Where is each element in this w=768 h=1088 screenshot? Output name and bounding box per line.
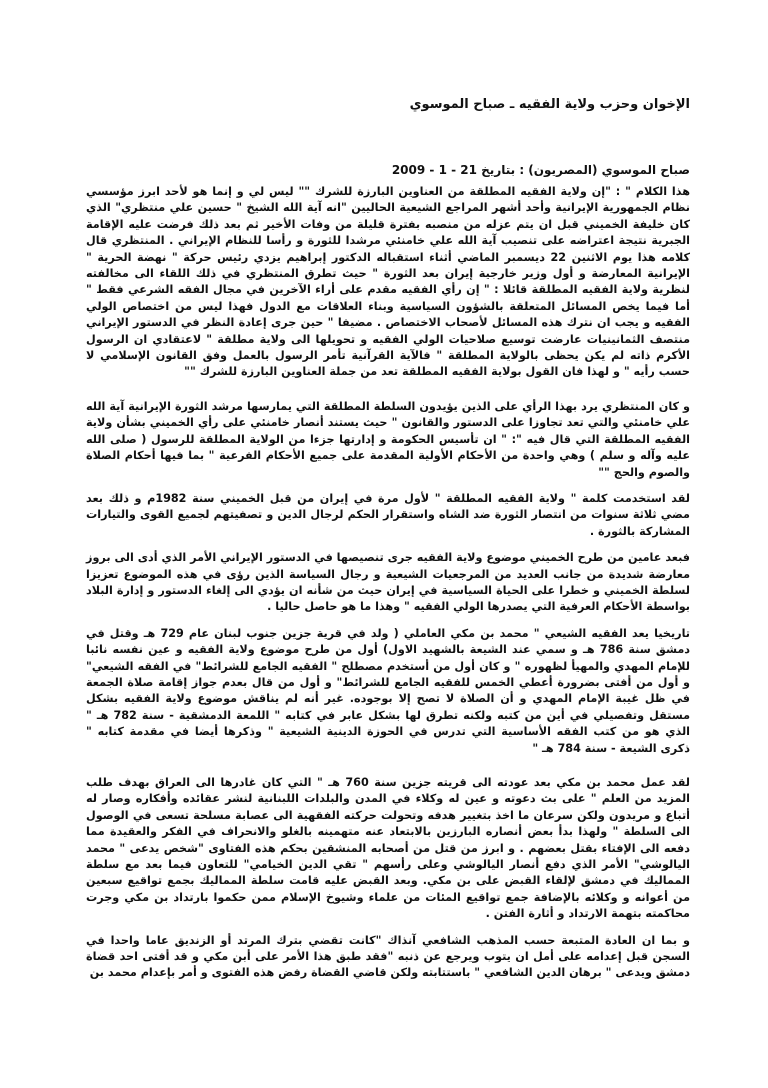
document-byline: صباح الموسوي (المصريون) : بتاريخ 21 - 1 - 2009 (391, 163, 690, 177)
paragraph: لقد استخدمت كلمة " ولاية الفقيه المطلقة " لأول مرة في إيران من قبل الخميني سنة 1982م و ذلك بعد مضي ثلاثة سنوات من انتصار الثورة ضد الشاه واستقرار الحكم لرجال الدين و تصفيتهم لجميع القوى والتيارات المشاركة بالثورة . (86, 491, 691, 538)
paragraph: هذا الكلام " : "إن ولاية الفقيه المطلقة من العناوين البارزة للشرك "" ليس لي و إنما هو لأحد ابرز مؤسسي نظام الجمهورية الإيرانية وأحد أشهر المراجع الشيعية الحاليين "انه آية الله الشيخ " حسين علي منتظري" الذي كان خليفة الخميني قبل ان يتم عزله من منصبه بفترة قليلة من وفات الأخير ثم بعد ذلك فرضت عليه الإقامة الجبرية نتيجة اعتراضه على تنصيب آية الله علي خامنئي مرشدا للثورة و رأسا للنظام الإيراني . المنتظري قال كلامه هذا يوم الاثنين 22 ديسمبر الماضي أثناء استقباله الدكتور إبراهيم يزدي رئيس حركة " نهضة الحرية " الإيرانية المعارضة و أول وزير خارجية إيران بعد الثورة " حيث تطرق المنتظري في ذلك اللقاء الى مخالفته لنظرية ولاية الفقيه المطلقة قائلا : " إن رأي الفقيه مقدم على أراء الآخرين في مجال الفقه الشرعي فقط " أما فيما يخص المسائل المتعلقة بالشؤون السياسية وبناء العلاقات مع الدول فهذا ليس من اختصاص الولي الفقيه و يجب ان نترك هذه المسائل لأصحاب الاختصاص . مضيفا " حين جرى إعادة النظر في الدستور الإيراني منتصف الثمانينيات عارضت توسيع صلاحيات الولي الفقيه و تحويلها الى ولاية مطلقة " لاعتقادي ان الرسول الأكرم ذاته لم يكن يحظى بالولاية المطلقة " فالآية القرآنية تأمر الرسول بالعمل وفق القانون الإسلامي لا حسب رأيه " و لهذا فان القول بولاية الفقيه المطلقة تعد من جملة العناوين البارزة للشرك "" (86, 185, 691, 379)
document-page (86, 96, 690, 992)
paragraph: لقد عمل محمد بن مكي بعد عودته الى قريته جزين سنة 760 هـ " التي كان غادرها الى العراق بهدف طلب المزيد من العلم " على بث دعوته و عين له وكلاء في المدن والبلدات اللبنانية لنشر عقائده وأفكاره وصار له أتباع و مريدون ولكن سرعان ما اخذ بتغيير هدفه وتحولت حركته الفقهية الى عصابة مسلحة تسعى في الوصول الى السلطة " ولهذا بدأ بعض أنصاره البارزين بالابتعاد عنه متهمينه بالغلو والانحراف في الفكر والعقيدة مما دفعه الى الإفتاء بقتل بعضهم . و ابرز من قتل من أصحابه المنشقين بحكم هذه الفتاوى "شخص يدعى " محمد اليالوشي" الأمر الذي دفع أنصار اليالوشي وعلى رأسهم " تقي الدين الخيامي" للتعاون فيما بعد مع سلطة المماليك في دمشق لإلقاء القبض على بن مكي. وبعد القبض عليه قامت سلطة المماليك بجمع تواقيع سبعين من أعوانه و وكلائه بالإضافة جمع تواقيع المئات من علماء وشيوخ الإسلام ممن حكموا بارتداد بن مكي وجرت محاكمته بتهمة الارتداد و أثارة الفتن . (86, 776, 690, 921)
paragraph: و كان المنتظري يرد بهذا الرأي على الذين يؤيدون السلطة المطلقة التي يمارسها مرشد الثورة الإيرانية آية الله علي خامنئي والتي تعد تجاوزا على الدستور والقانون " حيث يستند أنصار خامنئي على رأي الخميني بشأن ولاية الفقيه المطلقة التي قال فيه ": " ان تأسيس الحكومة و إدارتها جزءا من الولاية المطلقة للرسول ( صلى الله عليه وآله و سلم ) وهي واحدة من الأحكام الأولية المقدمة على جميع الأحكام الفرعية " بما فيها أحكام الصلاة والصوم والحج "" (86, 399, 690, 479)
paragraph: فبعد عامين من طرح الخميني موضوع ولاية الفقيه جرى تنصيصها في الدستور الإيراني الأمر الذي أدى الى بروز معارضة شديدة من جانب العديد من المرجعيات الشيعية و رجال السياسة الذين رؤى في هذه الموضوع تعزيزا لسلطة الخميني و خطرا على الحياة السياسية في إيران حيث من شأنه ان يؤدي الى إلغاء الدستور و إدارة البلاد بواسطة الأحكام العرفية التي يصدرها الولي الفقيه " وهذا ما هو حاصل حاليا . (86, 551, 690, 614)
document-title: الإخوان وحزب ولاية الفقيه ـ صباح الموسوي (409, 97, 690, 112)
paragraph: تاريخيا يعد الفقيه الشيعي " محمد بن مكي العاملي ( ولد في قرية جزين جنوب لبنان عام 729 هـ وقتل في دمشق سنة 786 هـ و سمي عند الشيعة بالشهيد الاول) أول من طرح موضوع ولاية الفقيه و عين نفسه نائبا للإمام المهدي والمهيأ لظهوره " و كان أول من أستخدم مصطلح " الفقيه الجامع للشرائط" في الفقه الشيعي" و أول من أفتى بضرورة أعطي الخمس للفقيه الجامع للشرائط" و أول من قال بعدم جواز إقامة صلاة الجمعة في ظل غيبة الإمام المهدي و أن الصلاة لا تصح إلا بوجوده. غير أنه لم يناقش موضوع ولاية الفقيه بشكل مستقل وتفصيلي في أين من كتبه ولكنه تطرق لها بشكل عابر في كتابه " اللمعة الدمشقية - سنة 782 هـ " الذي هو من كتب الفقه الأساسية التي تدرس في الحوزة الدينية الشيعية " وذكرها أيضا في مقدمة كتابه " ذكرى الشيعة - سنة 784 هـ " (86, 626, 691, 755)
paragraph: و بما ان العادة المتبعة حسب المذهب الشافعي آنذاك "كانت تقضي بترك المرتد أو الزنديق عاما واحدا في السجن قبل إعدامه على أمل ان يتوب ويرجع عن ذنبه "فقد طبق هذا الأمر على أبن مكي و قد أفتى احد قضاة دمشق ويدعى " برهان الدين الشافعي " باستتابته ولكن قاضي القضاة رفض هذه الفتوى و أمر بإعدام محمد بن (86, 933, 690, 980)
